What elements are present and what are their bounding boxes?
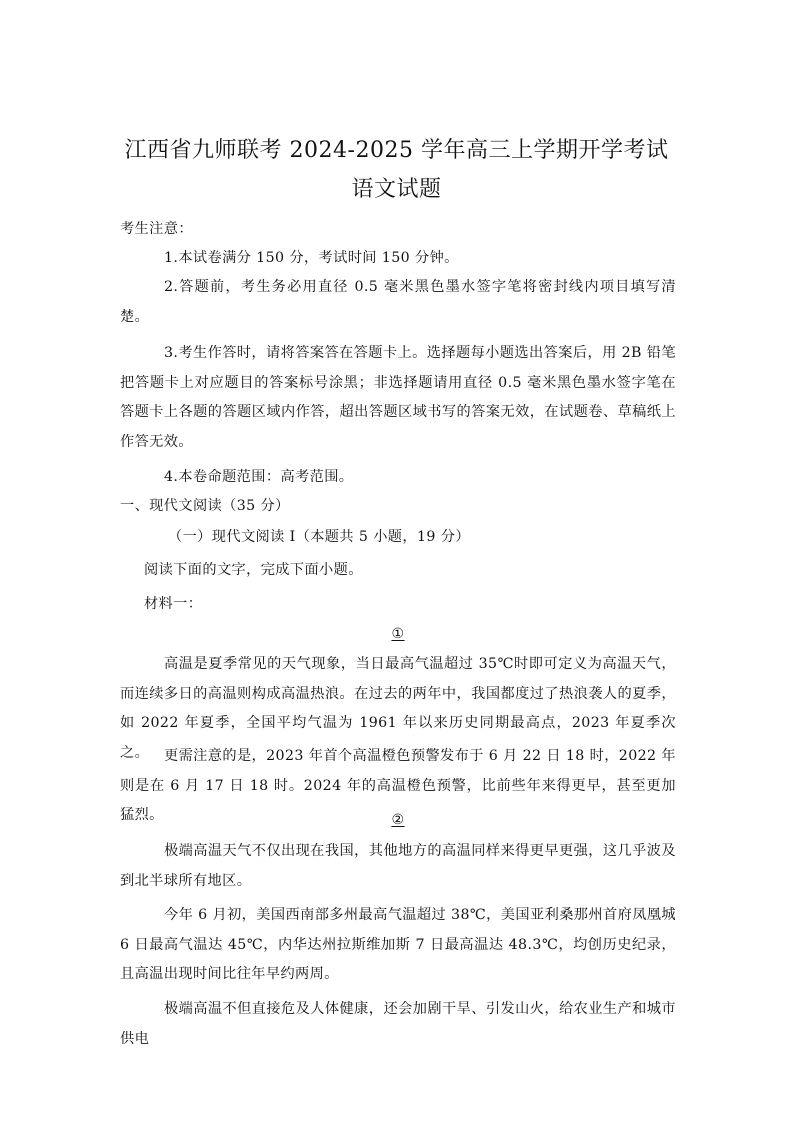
material-marker-1 <box>120 620 676 650</box>
notice-item-3: 3.考生作答时，请将答案答在答题卡上。选择题每小题选出答案后，用 2B 铅笔把答题卡上对应题目的答案标号涂黑；非选择题请用直径 0.5 毫米黑色墨水签字笔在答题卡上各题的答题区域内作答，超出答题区域书写的答案无效，在试题卷、草稿纸上作答无效。 <box>120 345 676 450</box>
notice-heading: 考生注意： <box>120 221 193 237</box>
material-marker-1-text: ① <box>391 626 405 642</box>
material-label: 材料一： <box>144 596 203 612</box>
material-paragraph-3: 极端高温天气不仅出现在我国，其他地方的高温同样来得更早更强，这几乎波及到北半球所有地区。 <box>120 843 676 889</box>
material-paragraph-5: 极端高温不但直接危及人体健康，还会加剧干旱、引发山火，给农业生产和城市供电 <box>120 1001 676 1047</box>
section-subheading: （一）现代文阅读 I（本题共 5 小题，19 分） <box>168 529 470 545</box>
section-instruction: 阅读下面的文字，完成下面小题。 <box>144 562 363 578</box>
notice-item-1: 1.本试卷满分 150 分，考试时间 150 分钟。 <box>164 250 459 266</box>
notice-item-2: 2.答题前，考生务必用直径 0.5 毫米黑色墨水签字笔将密封线内项目填写清楚。 <box>120 279 676 325</box>
exam-title: 江西省九师联考 2024-2025 学年高三上学期开学考试 <box>124 138 669 163</box>
material-marker-2-text: ② <box>391 812 405 828</box>
material-paragraph-2: 更需注意的是，2023 年首个高温橙色预警发布于 6 月 22 日 18 时，2022 年则是在 6 月 17 日 18 时。2024 年的高温橙色预警，比前些年来得更早，甚至更加猛烈。 <box>120 748 676 823</box>
material-marker-2 <box>120 806 676 836</box>
notice-item-4: 4.本卷命题范围：高考范围。 <box>164 469 354 485</box>
material-paragraph-4: 今年 6 月初，美国西南部多州最高气温超过 38℃，美国亚利桑那州首府凤凰城 6 日最高气温达 45℃，内华达州拉斯维加斯 7 日最高温达 48.3℃，均创历史纪录，且高温出现时间比往年早约两周。 <box>120 907 676 982</box>
exam-subtitle: 语文试题 <box>351 177 442 202</box>
material-paragraph-1: 高温是夏季常见的天气现象，当日最高气温超过 35℃时即可定义为高温天气，而连续多日的高温则构成高温热浪。在过去的两年中，我国都度过了热浪袭人的夏季，如 2022 年夏季，全国平均气温为 1961 年以来历史同期最高点，2023 年夏季次之。 <box>120 656 676 761</box>
section-heading: 一、现代文阅读（35 分） <box>120 498 290 514</box>
